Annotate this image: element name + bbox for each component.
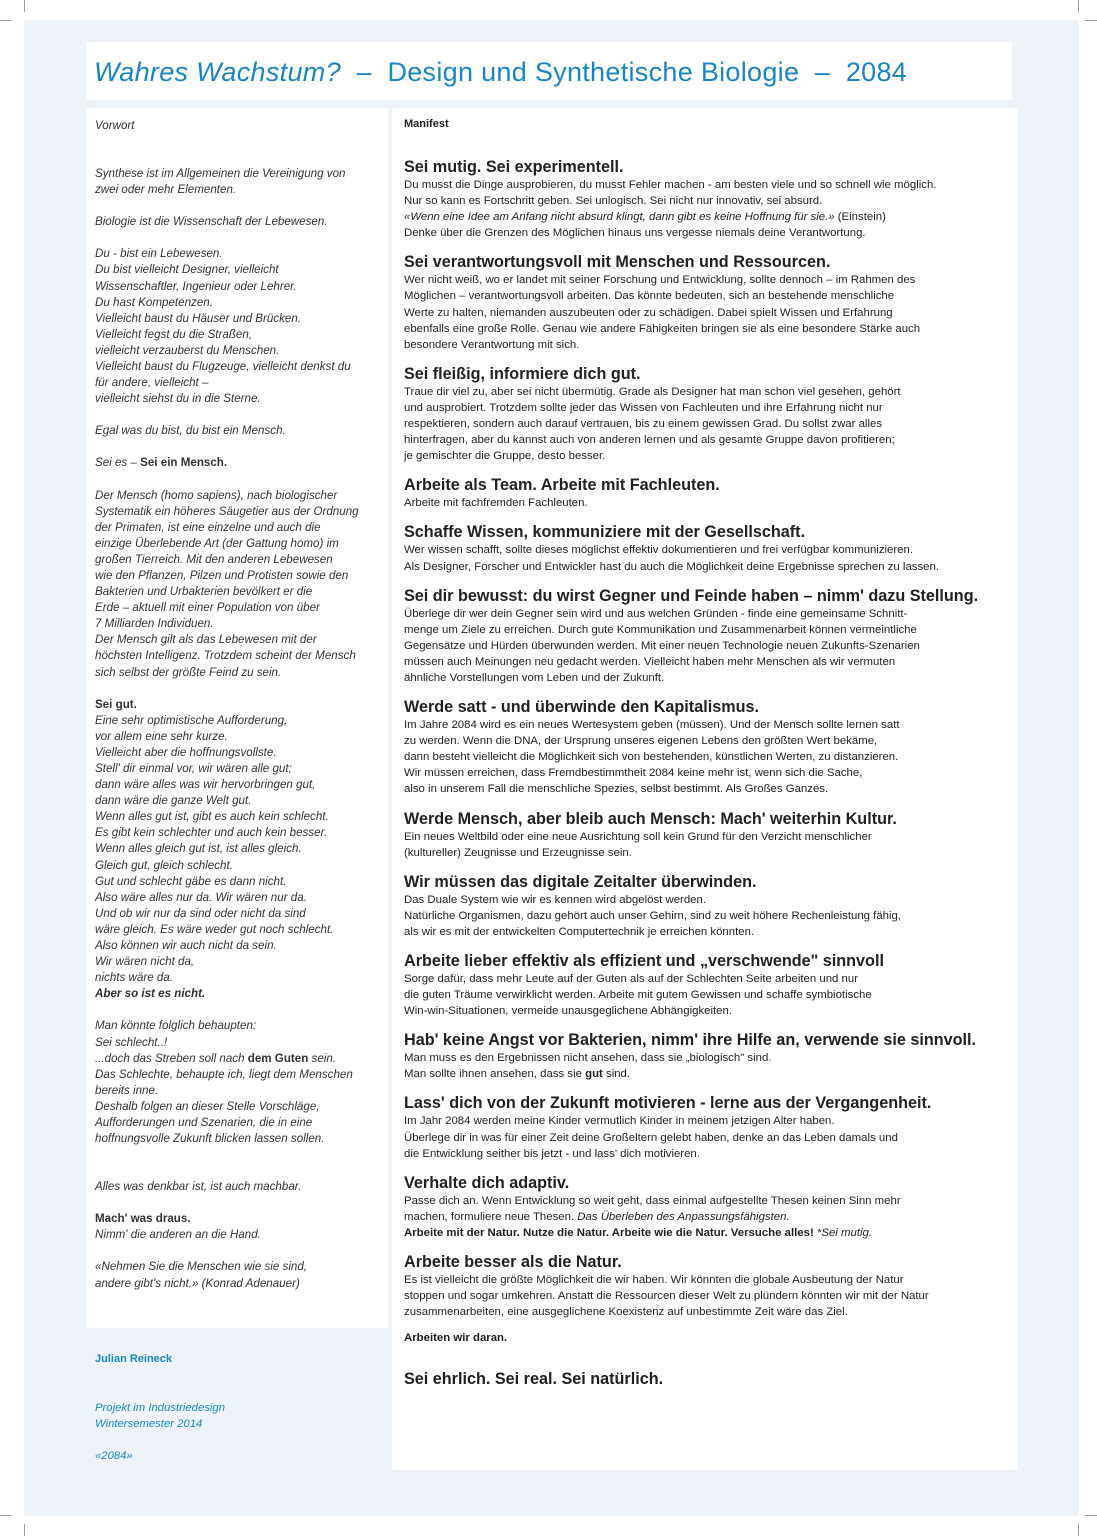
- title-dash: –: [814, 57, 831, 87]
- page-title: [94, 57, 907, 88]
- vorwort-text-span: sein. Das Schlechte, behaupte ich, liegt dem Menschen bereits inne. Deshalb folgen an dieser Stelle Vorschläge, Aufforderungen und Szenarien, die in eine hoffnungsvolle Zukunft blicken lassen sollen.: [95, 1051, 353, 1146]
- crop-mark: [24, 1524, 25, 1536]
- section-heading: Wir müssen das digitale Zeitalter überwinden.: [404, 872, 757, 891]
- section-heading: Arbeite lieber effektiv als effizient und „verschwende" sinnvoll: [404, 952, 884, 970]
- title-question: Wahres Wachstum?: [94, 57, 341, 87]
- project-info: Projekt im Industriedesign Wintersemester 2014: [95, 1402, 225, 1430]
- body-quote: «Wenn eine Idee am Anfang nicht absurd klingt, dann gibt es keine Hoffnung für sie.»: [404, 211, 835, 224]
- vorwort-text-span: Nimm' die anderen an die Hand.: [95, 1228, 261, 1242]
- section-heading: Sei verantwortungsvoll mit Menschen und Ressourcen.: [404, 253, 831, 272]
- body-text: Man sollte ihnen ansehen, dass sie: [404, 1068, 586, 1081]
- manifest-label: Manifest: [404, 118, 449, 130]
- vorwort-label: Vorwort: [95, 119, 135, 132]
- section-heading: Werde Mensch, aber bleib auch Mensch: Mach' weiterhin Kultur.: [404, 809, 897, 828]
- section-heading: Arbeite besser als die Natur.: [404, 1253, 622, 1272]
- section-heading: Sei fleißig, informiere dich gut.: [404, 364, 641, 383]
- crop-mark: [0, 1515, 12, 1516]
- section-heading: Arbeite als Team. Arbeite mit Fachleuten.: [404, 476, 720, 495]
- body-text: Du musst die Dinge ausprobieren, du musst Fehler machen - am besten viele und so schnell wie möglich. Nur so kann es Fortschritt geben. Sei unlogisch. Sei nicht nur innovativ, sei absurd.: [404, 179, 937, 208]
- crop-mark: [1085, 1515, 1097, 1516]
- section-body: Ein neues Weltbild oder eine neue Ausrichtung soll kein Grund für den Verzicht menschlicher (kultureller) Zeugnisse und Erzeugnisse sein.: [404, 830, 872, 859]
- vorwort-text-span: Man könnte folglich behaupten: Sei schlecht..! ...doch das Streben soll nach: [95, 1019, 257, 1065]
- vorwort-paragraph: [95, 455, 385, 471]
- vorwort-paragraph: Du - bist ein Lebewesen. Du bist vielleicht Designer, vielleicht Wissenschaftler, Ingenieur oder Lehrer. Du hast Kompetenzen. Vielleicht baust du Häuser und Brücken. Vielleicht fegst du die Straßen, vielleicht verzauberst du Menschen. Vielleicht baust du Flugzeuge, vielleicht denkst du für andere, vielleicht – vielleicht siehst du in die Sterne.: [95, 247, 351, 406]
- manifest-section: [404, 873, 1004, 940]
- section-body: Wer wissen schafft, sollte dieses möglichst effektiv dokumentieren und frei verfügbar kommunizieren. Als Designer, Forscher und Entwickler hast du auch die Möglichkeit deine Ergebnisse sprechen zu lassen.: [404, 544, 940, 573]
- manifest-section: [404, 523, 1004, 574]
- manifest-section: [404, 158, 1004, 241]
- vorwort-paragraph: Synthese ist im Allgemeinen die Vereinigung von zwei oder mehr Elementen.: [95, 167, 346, 197]
- manifest-section: [404, 810, 1004, 861]
- section-body: Wer nicht weiß, wo er landet mit seiner Forschung und Entwicklung, sollte dennoch – im Rahmen des Möglichen – verantwortungsvoll arbeiten. Das könnte bedeuten, sich an bestehende menschliche Werte zu halten, niemanden auszubeuten oder zu schädigen. Dabei spielt Wissen und Erfahrung ebenfalls eine große Rolle. Genau wie andere Fähigkeiten bringen sie als eine besondere Stärke auch besondere Verantwortung mit sich.: [404, 274, 921, 351]
- section-body: Überlege dir wer dein Gegner sein wird und aus welchen Gründen - finde eine gemeinsame Schnitt- menge um Ziele zu erreichen. Durch gute Kommunikation und Zusammenarbeit können vermeintliche Gegensätze und Hürden überwunden werden. Mit einer neuen Technologie neuen Zukunfts-Szenarien müssen auch Meinungen neu gedacht werden. Vielleicht haben mehr Menschen als wir vermuten ähnliche Vorstellungen vom Leben und der Zukunft.: [404, 607, 920, 684]
- author-name: Julian Reineck: [95, 1353, 173, 1365]
- manifest-section: [404, 1094, 1004, 1161]
- vorwort-emphasis: Sei ein Mensch.: [140, 456, 228, 470]
- vorwort-paragraph: Der Mensch (homo sapiens), nach biologischer Systematik ein höheres Säugetier aus der Ordnung der Primaten, ist eine einzelne und auch die einzige Überlebende Art (der Gattung homo) im großen Tierreich. Mit den anderen Lebewesen wie den Pflanzen, Pilzen und Protisten sowie den Bakterien und Urbakterien bevölkert er die Erde – aktuell mit einer Population von über 7 Milliarden Individuen. Der Mensch gilt als das Lebewesen mit der höchsten Intelligenz. Trotzdem scheint der Mensch sich selbst der größte Feind zu sein.: [95, 488, 359, 679]
- manifest-section: [404, 476, 1004, 511]
- section-heading: Verhalte dich adaptiv.: [404, 1173, 570, 1192]
- vorwort-emphasis: Aber so ist es nicht.: [95, 987, 206, 1001]
- section-body: Traue dir viel zu, aber sei nicht übermütig. Grade als Designer hat man schon viel gesehen, gehört und ausprobiert. Trotzdem sollte jeder das Wissen von Fachleuten und ihre Erfahrung nicht nur respektieren, sondern auch darauf vertrauen, bis zu einem gewissen Grad. Du sollst zwar alles hinterfragen, aber du kannst auch von anderen lernen und als gesamte Gruppe davon profitieren; je gemischter die Gruppe, desto besser.: [404, 385, 901, 463]
- section-body: [404, 1050, 1004, 1082]
- manifest-section: [404, 1031, 1004, 1082]
- section-heading: Werde satt - und überwinde den Kapitalismus.: [404, 698, 759, 717]
- crop-mark: [1078, 1524, 1079, 1536]
- vorwort-paragraph: Biologie ist die Wissenschaft der Lebewesen.: [95, 215, 328, 229]
- title-subject: Design und Synthetische Biologie: [387, 57, 800, 87]
- section-heading: Hab' keine Angst vor Bakterien, nimm' ihre Hilfe an, verwende sie sinnvoll.: [404, 1031, 977, 1050]
- crop-mark: [1078, 0, 1079, 12]
- body-text: Man muss es den Ergebnissen nicht ansehen, dass sie „biologisch" sind.: [404, 1052, 772, 1065]
- section-body: Sorge dafür, dass mehr Leute auf der Guten als auf der Schlechten Seite arbeiten und nur die guten Träume verwirklicht werden. Arbeite mit gutem Gewissen und schaffe symbiotische Win-win-Situationen, vermeide unausgeglichene Abhängigkeiten.: [404, 973, 872, 1018]
- section-heading: Sei dir bewusst: du wirst Gegner und Feinde haben – nimm' dazu Stellung.: [404, 586, 979, 605]
- manifest-section: [404, 698, 1004, 797]
- crop-mark: [24, 0, 25, 12]
- body-emphasis: gut: [585, 1068, 603, 1081]
- body-emphasis: Arbeite mit der Natur. Nutze die Natur. Arbeite wie die Natur. Versuche alles!: [404, 1226, 814, 1239]
- title-dash: –: [356, 57, 372, 87]
- manifest-section: [404, 1253, 1004, 1320]
- section-heading: Schaffe Wissen, kommuniziere mit der Gesellschaft.: [404, 523, 806, 542]
- manifest-section: [404, 587, 1004, 686]
- body-text: Passe dich an. Wenn Entwicklung so weit geht, dass einmal aufgestellte Thesen keinen Sinn mehr machen, formuliere neue Thesen.: [404, 1194, 901, 1223]
- body-text: sind.: [602, 1068, 631, 1081]
- vorwort-paragraph: Alles was denkbar ist, ist auch machbar.: [95, 1180, 302, 1194]
- section-heading: Sei mutig. Sei experimentell.: [404, 158, 624, 176]
- section-body: Das Duale System wie wir es kennen wird abgelöst werden. Natürliche Organismen, dazu gehört auch unser Gehirn, sind zu weit höhere Rechenleistung fähig, als wir es mit der entwickelten Computertechnik je erreichen könnten.: [404, 893, 902, 938]
- section-body: Im Jahr 2084 werden meine Kinder vermutlich Kinder in meinem jetzigen Alter haben. Überlege dir in was für einer Zeit deine Großeltern gelebt haben, denke an das Leben damals und die Entwicklung seither bis jetzt - und lass' dich motivieren.: [404, 1115, 898, 1160]
- manifest-section: [404, 1174, 1004, 1241]
- section-heading: Lass' dich von der Zukunft motivieren - lerne aus der Vergangenheit.: [404, 1094, 932, 1113]
- manifest-text: [404, 118, 1004, 1389]
- vorwort-text-span: Sei es –: [95, 456, 141, 470]
- vorwort-paragraph: Egal was du bist, du bist ein Mensch.: [95, 424, 286, 438]
- section-body: [404, 1193, 1004, 1241]
- section-body: Arbeite mit fachfremden Fachleuten.: [404, 497, 588, 510]
- vorwort-quote: «Nehmen Sie die Menschen wie sie sind, andere gibt's nicht.» (Konrad Adenauer): [95, 1260, 308, 1290]
- section-body: [404, 177, 1004, 241]
- year-tag: «2084»: [95, 1450, 133, 1462]
- section-body: Es ist vielleicht die größte Möglichkeit die wir haben. Wir könnten die globale Ausbeutung der Natur stoppen und sogar umkehren. Anstatt die Ressourcen dieser Welt zu plündern könnten wir mit der Natur zusammenarbeiten, eine ausgeglichene Koexistenz auf unbestimmte Zeit wäre das Ziel.: [404, 1274, 929, 1319]
- body-text: Denke über die Grenzen des Möglichen hinaus uns vergesse niemals deine Verantwortung.: [404, 227, 866, 240]
- body-text: (Einstein): [834, 211, 886, 224]
- manifest-section: [404, 365, 1004, 464]
- closing-slogan: Sei ehrlich. Sei real. Sei natürlich.: [404, 1370, 664, 1389]
- closing-line: Arbeiten wir daran.: [404, 1332, 508, 1345]
- manifest-section: [404, 952, 1004, 1019]
- vorwort-text: [95, 118, 385, 1308]
- title-year: 2084: [845, 57, 908, 87]
- vorwort-emphasis: Sei gut.: [95, 697, 137, 711]
- crop-mark: [0, 20, 12, 21]
- section-body: Im Jahre 2084 wird es ein neues Wertesystem geben (müssen). Und der Mensch sollte lernen satt zu werden. Wenn die DNA, der Ursprung unseres eigenen Lebens den größten Wert bekäme, dann besteht vielleicht die Möglichkeit sich von bestehenden, künstlichen Werten, zu distanzieren. Wir müssen erreichen, dass Fremdbestimmtheit 2084 keine mehr ist, wenn sich die Sache, also in unserem Fall die menschliche Spezies, selbst bestimmt. Als Großes Ganzes.: [404, 719, 900, 796]
- body-quote: *Sei mutig.: [813, 1226, 873, 1239]
- vorwort-paragraph: [95, 1211, 385, 1243]
- vorwort-paragraph: [95, 697, 385, 1003]
- vorwort-emphasis: Mach' was draus.: [95, 1212, 191, 1226]
- vorwort-paragraph: [95, 1018, 385, 1147]
- manifest-section: [404, 253, 1004, 352]
- body-quote: Das Überleben des Anpassungsfähigsten.: [577, 1210, 790, 1223]
- vorwort-emphasis: dem Guten: [247, 1051, 309, 1065]
- vorwort-text-span: Eine sehr optimistische Aufforderung, vor allem eine sehr kurze. Vielleicht aber die hoffnungsvollste. Stell' dir einmal vor, wir wären alle gut; dann wäre alles was wir hervorbringen gut, dann wäre die ganze Welt gut. Wenn alles gut ist, gibt es auch kein schlecht. Es gibt kein schlechter und auch kein besser. Wenn alles gleich gut ist, ist alles gleich. Gleich gut, gleich schlecht. Gut und schlecht gäbe es dann nicht. Also wäre alles nur da. Wir wären nur da. Und ob wir nur da sind oder nicht da sind wäre gleich. Es wäre weder gut noch schlecht. Also können wir auch nicht da sein. Wir wären nicht da, nichts wäre da.: [95, 713, 334, 985]
- crop-mark: [1085, 20, 1097, 21]
